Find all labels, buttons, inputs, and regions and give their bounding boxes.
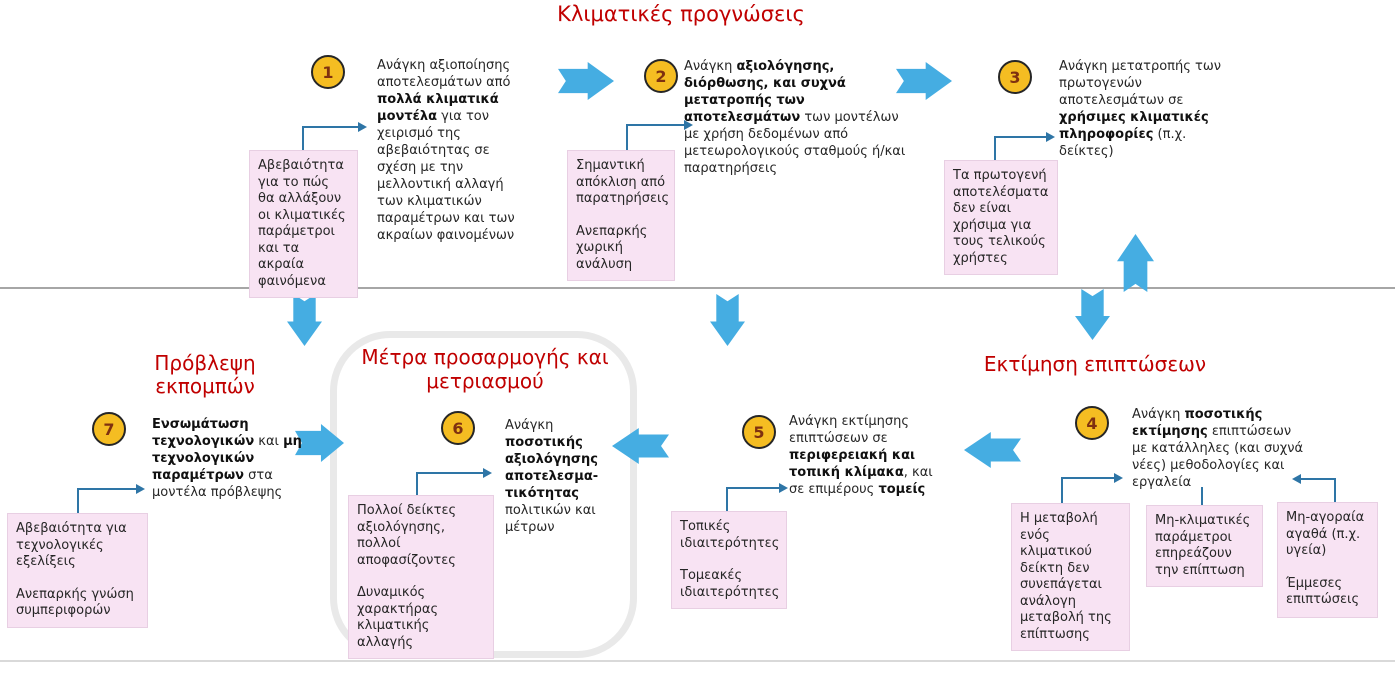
- step-circle-6: 6: [441, 411, 475, 445]
- divider-bottom: [0, 660, 1395, 662]
- step-text-7: Ενσωμάτωση τεχνολογικών και μη τεχνολογικών παραμέτρων στα μοντέλα πρόβλεψης: [152, 417, 302, 500]
- section-title-measures: Μέτρα προσαρμογής και μετριασμού: [361, 345, 609, 393]
- note-nonclimatic-parameters: Μη-κλιματικές παράμετροι επηρεάζουν την επίπτωση: [1146, 505, 1263, 587]
- step-text-6: Ανάγκη ποσοτικής αξιολόγησης αποτελεσμα-τικότητας πολιτικών και μέτρων: [505, 418, 599, 535]
- flow-arrow-up-right-icon: [1117, 234, 1154, 292]
- note-deviation-observations: Σημαντική απόκλιση από παρατηρήσεις Ανεπαρκής χωρική ανάλυση: [567, 150, 675, 281]
- note-tech-uncertainty: Αβεβαιότητα για τεχνολογικές εξελίξεις Ανεπαρκής γνώση συμπεριφορών: [7, 513, 148, 628]
- step-circle-3: 3: [998, 60, 1032, 94]
- step-text-3: Ανάγκη μετατροπής των πρωτογενών αποτελεσμάτων σε χρήσιμες κλιματικές πληροφορίες (π.χ. δείκτες): [1059, 59, 1221, 159]
- section-title-emissions: Πρόβλεψη εκπομπών: [154, 351, 256, 398]
- note-uncertainty-climate-params: Αβεβαιότητα για το πώς θα αλλάξουν οι κλιματικές παράμετροι και τα ακραία φαινόμενα: [249, 150, 358, 298]
- step-circle-1: 1: [311, 55, 345, 89]
- note-nonmarket-goods: Μη-αγοραία αγαθά (π.χ. υγεία) Έμμεσες επιπτώσεις: [1277, 502, 1378, 618]
- divider-top: [0, 287, 1395, 289]
- page-title: Κλιματικές προγνώσεις: [557, 2, 805, 26]
- note-indicators-decisionmakers: Πολλοί δείκτες αξιολόγησης, πολλοί αποφασίζοντες Δυναμικός χαρακτήρας κλιματικής αλλαγής: [348, 495, 494, 659]
- step-text-5: Ανάγκη εκτίμησης επιπτώσεων σε περιφερειακή και τοπική κλίμακα, και σε επιμέρους τομείς: [789, 414, 933, 497]
- flow-arrow-down-right-icon: [1075, 289, 1110, 340]
- step-text-1: Ανάγκη αξιοποίησης αποτελεσμάτων από πολλά κλιματικά μοντέλα για τον χειρισμό της αβεβαιότητας σε σχέση με την μελλοντική αλλαγή των κλιματικών παραμέτρων και των ακραίων φαινομένων: [377, 58, 515, 243]
- step-circle-2: 2: [644, 59, 678, 93]
- step-circle-7: 7: [92, 412, 126, 446]
- flow-arrow-right-step1-step2-icon: [558, 62, 614, 100]
- flow-arrow-down-left-icon: [287, 294, 322, 346]
- step-text-2: Ανάγκη αξιολόγησης, διόρθωσης, και συχνά μετατροπής των αποτελεσμάτων των μοντέλων με χρήση δεδομένων από μετεωρολογικούς σταθμούς ή/και παρατηρήσεις: [684, 59, 906, 176]
- step-circle-4: 4: [1075, 406, 1109, 440]
- note-index-change-impact: Η μεταβολή ενός κλιματικού δείκτη δεν συνεπάγεται ανάλογη μεταβολή της επίπτωσης: [1011, 503, 1130, 651]
- step-text-4: Ανάγκη ποσοτικής εκτίμησης επιπτώσεων με κατάλληλες (και συχνά νέες) μεθοδολογίες και εργαλεία: [1132, 407, 1304, 490]
- step-circle-5: 5: [742, 415, 776, 449]
- flow-arrow-left-step4-step5-icon: [964, 432, 1021, 468]
- section-title-impacts: Εκτίμηση επιπτώσεων: [983, 352, 1207, 376]
- flow-arrow-down-middle-icon: [710, 294, 745, 346]
- note-raw-results-not-useful: Τα πρωτογενή αποτελέσματα δεν είναι χρήσιμα για τους τελικούς χρήστες: [944, 160, 1058, 275]
- note-local-sectoral: Τοπικές ιδιαιτερότητες Τομεακές ιδιαιτερότητες: [671, 511, 787, 609]
